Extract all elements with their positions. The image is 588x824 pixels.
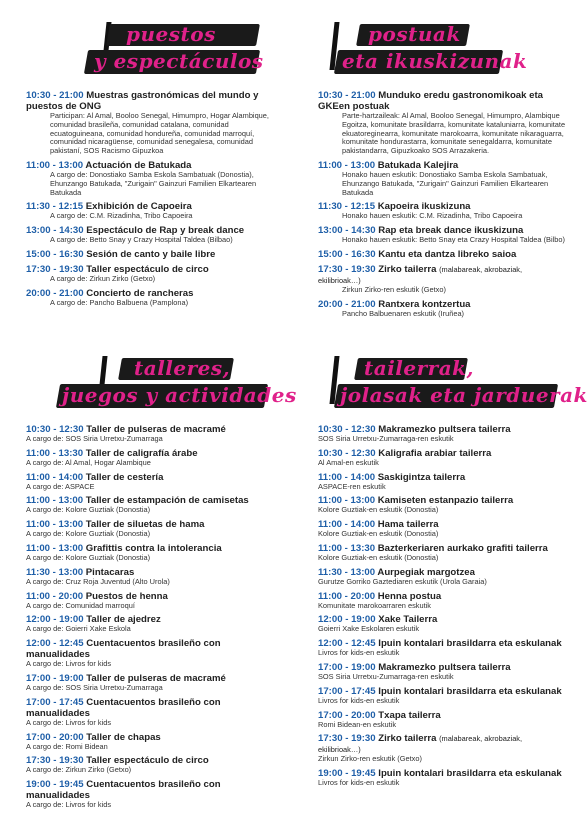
schedule-organizer: Kolore Guztiak-en eskutik (Donostia) — [318, 552, 439, 562]
section-tailerrak — [318, 352, 588, 792]
schedule-item-heading — [318, 264, 566, 286]
schedule-time: 17:00 - 17:45 — [318, 685, 376, 697]
schedule-item — [26, 614, 274, 634]
schedule-time: 10:30 - 21:00 — [26, 90, 84, 101]
schedule-item — [26, 567, 274, 587]
schedule-organizer: A cargo de: Betto Snay y Crazy Hospital Taldea (Bilbao) — [50, 235, 233, 245]
schedule-time: 17:00 - 20:00 — [318, 709, 376, 721]
schedule-item — [26, 673, 274, 693]
schedule-time: 11:00 - 13:00 — [26, 519, 84, 531]
schedule-item — [318, 299, 566, 319]
schedule-item — [26, 249, 274, 260]
schedule-organizer: Participan: Al Amal, Booloo Senegal, Himumpro, Hogar Alambique, comunidad brasileña, comunidad catalana, comunidad ecuatoguineana, comunidad hondureña, comunidad marroquí, comunidad nicaragüense, comunidad senegalesa, comunidad pakistaní, SOS Racismo Gipuzkoa — [50, 111, 269, 156]
schedule-time: 12:00 - 12:45 — [26, 638, 84, 650]
schedule-organizer: Livros for kids-en eskutik — [318, 695, 400, 705]
schedule-title: Kantu eta dantza libreko saioa — [378, 248, 517, 260]
schedule-item — [318, 567, 566, 587]
schedule-organizer: Parte-hartzaileak: Al Amal, Booloo Senegal, Himumpro, Alambique Egoitza, komunitate brasildarra, komunitate kataluniarra, komunitate ekuatoreginearra, komunitate marokoarra, komunitate nikaraguarra, komunitate hondurastarra, komunitate senegaldarra, komunitate pakistandarra, Gipuzkoako SOS Arrazakeria. — [342, 111, 566, 156]
schedule-title: Rap eta break dance ikuskizuna — [378, 225, 524, 237]
schedule-organizer: Kolore Guztiak-en eskutik (Donostia) — [318, 505, 439, 515]
schedule-title: Taller espectáculo de circo — [86, 755, 209, 767]
schedule-time: 15:00 - 16:30 — [26, 248, 84, 260]
schedule-organizer: Zirkun Zirko-ren eskutik (Getxo) — [318, 754, 422, 764]
schedule-title: Espectáculo de Rap y break dance — [86, 225, 245, 237]
schedule-organizer: Gurutze Gorriko Gaztediaren eskutik (Urola Garaia) — [318, 576, 487, 586]
schedule-item — [26, 424, 274, 444]
schedule-organizer: Livros for kids-en eskutik — [318, 778, 400, 788]
schedule-organizer: A cargo de: Donostiako Samba Eskola Sambatuak (Donostia), Ehunzango Batukada, "Zurigain" Gainzuri Familien Elkartearen Batukada — [50, 169, 257, 197]
schedule-time: 10:30 - 12:30 — [26, 424, 84, 435]
banner-title-line-2: juegos y actividades — [62, 383, 297, 407]
schedule-title: Kapoeira ikuskizuna — [377, 201, 471, 213]
schedule-title: Bazterkeriaren aurkako grafiti tailerra — [377, 542, 548, 554]
schedule-time: 17:30 - 19:30 — [318, 733, 376, 745]
schedule-title: Taller de ajedrez — [86, 614, 161, 626]
schedule-time: 11:30 - 13:00 — [318, 566, 376, 578]
schedule-item-heading — [318, 591, 566, 602]
schedule-item — [318, 768, 566, 788]
schedule-title: Taller de pulseras de macramé — [86, 672, 226, 684]
schedule-item-heading — [318, 90, 566, 112]
schedule-item — [26, 779, 274, 810]
schedule-item-heading — [318, 710, 566, 721]
schedule-item — [26, 160, 274, 197]
schedule-item — [318, 662, 566, 682]
schedule-time: 20:00 - 21:00 — [26, 287, 84, 299]
schedule-time: 11:00 - 13:00 — [318, 159, 376, 171]
schedule-item-heading — [318, 733, 566, 755]
schedule-organizer: Honako hauen eskutik: Donostiako Samba Eskola Sambatuak, Ehunzango Batukada, "Zurigain" Gainzuri Familien Elkartearen Batukada — [342, 169, 549, 197]
schedule-organizer: Kolore Guztiak-en eskutik (Donostia) — [318, 529, 439, 539]
schedule-organizer: A cargo de: Romi Bidean — [26, 741, 108, 751]
schedule-item — [26, 472, 274, 492]
schedule-organizer: A cargo de: SOS Siria Urretxu-Zumarraga — [26, 682, 163, 692]
banner-title-line-2: eta ikuskizunak — [342, 49, 528, 73]
schedule-organizer: Komunitate marokoarraren eskutik — [318, 600, 431, 610]
schedule-title: Kaligrafia arabiar tailerra — [378, 447, 492, 459]
schedule-title: Concierto de rancheras — [86, 287, 194, 299]
schedule-item — [26, 90, 274, 156]
banner-title-line-1: tailerrak, — [364, 356, 474, 380]
schedule-organizer: A cargo de: Pancho Balbuena (Pamplona) — [50, 297, 189, 307]
schedule-title: Munduko eredu gastronomikoak eta GKEen postuak — [318, 90, 544, 112]
schedule-title: Ipuin kontalari brasildarra eta eskulanak — [378, 768, 562, 780]
schedule-item — [318, 448, 566, 468]
schedule-organizer: Honako hauen eskutik: C.M. Rizadinha, Tribo Capoeira — [342, 211, 523, 221]
schedule-item-heading — [26, 697, 274, 719]
schedule-item-heading — [26, 249, 274, 260]
schedule-time: 17:00 - 20:00 — [26, 731, 84, 743]
schedule-title: Cuentacuentos brasileño con manualidades — [26, 696, 221, 719]
schedule-item — [318, 424, 566, 444]
schedule-item — [26, 638, 274, 669]
schedule-item — [26, 519, 274, 539]
entry-list — [318, 90, 566, 319]
schedule-title: Saskigintza tailerra — [377, 471, 466, 483]
schedule-organizer: A cargo de: Livros for kids — [26, 659, 112, 669]
schedule-title: Makramezko pultsera tailerra — [378, 661, 511, 673]
schedule-organizer: A cargo de: Zirkun Zirko (Getxo) — [26, 765, 132, 775]
schedule-title: Txapa tailerra — [378, 709, 441, 721]
schedule-organizer: Pancho Balbuenaren eskutik (Iruñea) — [342, 308, 465, 318]
schedule-time: 10:30 - 12:30 — [318, 447, 376, 459]
schedule-item — [26, 755, 274, 775]
schedule-title: Cuentacuentos brasileño con manualidades — [26, 638, 221, 661]
schedule-time: 19:00 - 19:45 — [26, 779, 84, 791]
schedule-time: 11:00 - 13:30 — [318, 542, 376, 554]
entry-list — [318, 424, 566, 788]
schedule-item — [26, 201, 274, 221]
schedule-organizer: A cargo de: Kolore Guztiak (Donostia) — [26, 552, 151, 562]
schedule-item — [318, 472, 566, 492]
schedule-title: Zirko tailerra — [378, 263, 437, 275]
schedule-item — [318, 201, 566, 221]
banner-title-line-1: talleres, — [134, 356, 231, 380]
schedule-organizer: Livros for kids-en eskutik — [318, 648, 400, 658]
schedule-item-heading — [26, 638, 274, 660]
schedule-title: Grafittis contra la intolerancia — [85, 542, 222, 554]
schedule-title: Ipuin kontalari brasildarra eta eskulanak — [378, 685, 562, 697]
schedule-time: 11:00 - 13:30 — [26, 447, 84, 459]
schedule-title: Pintacaras — [85, 566, 135, 578]
schedule-item — [318, 495, 566, 515]
schedule-item — [26, 288, 274, 308]
schedule-time: 11:00 - 13:00 — [318, 495, 376, 507]
schedule-title: Taller de estampación de camisetas — [85, 495, 249, 507]
schedule-item-heading — [26, 591, 274, 602]
schedule-item-heading — [26, 90, 274, 112]
schedule-item — [26, 591, 274, 611]
schedule-time: 11:00 - 13:00 — [26, 159, 84, 171]
schedule-title: Sesión de canto y baile libre — [86, 248, 216, 260]
schedule-item — [318, 90, 566, 156]
schedule-title: Taller espectáculo de circo — [86, 263, 209, 275]
schedule-item — [26, 732, 274, 752]
schedule-item — [318, 160, 566, 197]
schedule-item — [318, 249, 566, 260]
schedule-title: Taller de pulseras de macramé — [86, 424, 226, 435]
schedule-item-heading — [318, 249, 566, 260]
schedule-organizer: A cargo de: ASPACE — [26, 481, 95, 491]
section-banner — [26, 18, 274, 82]
schedule-title: Hama tailerra — [377, 519, 439, 531]
section-postuak — [318, 18, 566, 323]
schedule-time: 12:00 - 19:00 — [26, 614, 84, 626]
schedule-item-heading — [26, 779, 274, 801]
schedule-item — [318, 543, 566, 563]
section-banner — [318, 352, 588, 416]
schedule-organizer: A cargo de: Livros for kids — [26, 800, 112, 810]
schedule-title-note: (malabareak, akrobaziak, ekilibrioak…) — [318, 264, 523, 285]
schedule-title: Kamiseten estanpazio tailerra — [377, 495, 514, 507]
schedule-item-heading — [26, 732, 274, 743]
schedule-title: Ipuin kontalari brasildarra eta eskulanak — [378, 638, 562, 650]
schedule-time: 12:00 - 19:00 — [318, 614, 376, 626]
schedule-time: 11:30 - 12:15 — [318, 201, 376, 213]
schedule-time: 17:30 - 19:30 — [318, 263, 376, 275]
schedule-time: 19:00 - 19:45 — [318, 768, 376, 780]
schedule-title: Exhibición de Capoeira — [85, 201, 192, 213]
schedule-title: Muestras gastronómicas del mundo y puestos de ONG — [26, 90, 259, 112]
section-puestos — [26, 18, 274, 312]
schedule-item — [318, 225, 566, 245]
schedule-organizer: A cargo de: Comunidad marroquí — [26, 600, 135, 610]
schedule-title: Taller de cestería — [85, 471, 164, 483]
schedule-title: Taller de caligrafía árabe — [85, 447, 198, 459]
schedule-item-heading — [318, 472, 566, 483]
section-banner — [318, 18, 566, 82]
schedule-title: Aurpegiak margotzea — [377, 566, 475, 578]
schedule-time: 11:00 - 20:00 — [318, 590, 376, 602]
schedule-title: Henna postua — [377, 590, 442, 602]
schedule-item — [318, 614, 566, 634]
schedule-item — [318, 733, 566, 764]
schedule-organizer: A cargo de: Goierri Xake Eskola — [26, 624, 131, 634]
schedule-organizer: Romi Bidean-en eskutik — [318, 719, 397, 729]
schedule-item — [26, 448, 274, 468]
schedule-item — [26, 264, 274, 284]
schedule-organizer: ASPACE-ren eskutik — [318, 481, 386, 491]
section-banner — [26, 352, 297, 416]
schedule-time: 11:00 - 13:00 — [26, 542, 84, 554]
schedule-time: 11:00 - 14:00 — [318, 519, 376, 531]
schedule-title-note: (malabareak, akrobaziak, ekilibrioak…) — [318, 734, 523, 755]
schedule-item — [26, 225, 274, 245]
schedule-time: 13:00 - 14:30 — [26, 225, 84, 237]
banner-title-line-2: jolasak eta jarduerak — [340, 383, 588, 407]
schedule-time: 11:00 - 14:00 — [26, 471, 84, 483]
schedule-time: 15:00 - 16:30 — [318, 248, 376, 260]
schedule-organizer: Zirkun Zirko-ren eskutik (Getxo) — [342, 284, 446, 294]
schedule-title: Batukada Kalejira — [377, 159, 459, 171]
schedule-time: 17:00 - 17:45 — [26, 696, 84, 708]
schedule-organizer: Al Amal-en eskutik — [318, 457, 379, 467]
schedule-item — [26, 495, 274, 515]
schedule-organizer: A cargo de: Kolore Guztiak (Donostia) — [26, 505, 151, 515]
schedule-time: 20:00 - 21:00 — [318, 298, 376, 310]
schedule-item-heading — [26, 472, 274, 483]
schedule-organizer: A cargo de: C.M. Rizadinha, Tribo Capoeira — [50, 211, 193, 221]
schedule-item — [26, 543, 274, 563]
entry-list — [26, 90, 274, 308]
schedule-time: 11:30 - 13:00 — [26, 566, 84, 578]
schedule-item — [318, 686, 566, 706]
schedule-time: 17:30 - 19:30 — [26, 263, 84, 275]
schedule-title: Actuación de Batukada — [85, 159, 192, 171]
schedule-item — [318, 519, 566, 539]
section-talleres — [26, 352, 297, 814]
banner-title-line-2: y espectáculos — [94, 49, 264, 73]
schedule-title: Taller de siluetas de hama — [85, 519, 205, 531]
schedule-time: 10:30 - 12:30 — [318, 424, 376, 435]
schedule-title: Puestos de henna — [85, 590, 168, 602]
schedule-time: 11:00 - 14:00 — [318, 471, 376, 483]
schedule-organizer: Goierri Xake Eskolaren eskutik — [318, 624, 420, 634]
schedule-item — [318, 710, 566, 730]
banner-title-line-1: puestos — [126, 22, 216, 46]
schedule-title: Xake Tailerra — [378, 614, 438, 626]
schedule-time: 17:30 - 19:30 — [26, 755, 84, 767]
schedule-time: 10:30 - 21:00 — [318, 90, 376, 101]
schedule-title: Makramezko pultsera tailerra — [378, 424, 511, 435]
schedule-time: 17:00 - 19:00 — [318, 661, 376, 673]
schedule-time: 17:00 - 19:00 — [26, 672, 84, 684]
schedule-time: 13:00 - 14:30 — [318, 225, 376, 237]
schedule-time: 11:00 - 20:00 — [26, 590, 84, 602]
schedule-organizer: A cargo de: Zirkun Zirko (Getxo) — [50, 273, 156, 283]
entry-list — [26, 424, 274, 810]
schedule-organizer: A cargo de: Kolore Guztiak (Donostia) — [26, 529, 151, 539]
schedule-organizer: A cargo de: Cruz Roja Juventud (Alto Urola) — [26, 576, 170, 586]
schedule-organizer: SOS Siria Urretxu-Zumarraga-ren eskutik — [318, 671, 454, 681]
schedule-item — [26, 697, 274, 728]
schedule-time: 11:30 - 12:15 — [26, 201, 84, 213]
schedule-item — [318, 591, 566, 611]
schedule-item — [318, 638, 566, 658]
schedule-title: Taller de chapas — [86, 731, 161, 743]
schedule-item — [318, 264, 566, 295]
banner-title-line-1: postuak — [368, 22, 461, 46]
schedule-organizer: A cargo de: Al Amal, Hogar Alambique — [26, 457, 151, 467]
schedule-organizer: Honako hauen eskutik: Betto Snay eta Crazy Hospital Taldea (Bilbo) — [342, 235, 565, 245]
schedule-organizer: A cargo de: SOS Siria Urretxu-Zumarraga — [26, 434, 163, 443]
schedule-title: Rantxera kontzertua — [378, 298, 471, 310]
schedule-title: Zirko tailerra — [378, 733, 437, 745]
schedule-title: Cuentacuentos brasileño con manualidades — [26, 779, 221, 802]
schedule-organizer: SOS Siria Urretxu-Zumarraga-ren eskutik — [318, 434, 454, 443]
schedule-time: 11:00 - 13:00 — [26, 495, 84, 507]
schedule-organizer: A cargo de: Livros for kids — [26, 717, 112, 727]
schedule-time: 12:00 - 12:45 — [318, 638, 376, 650]
